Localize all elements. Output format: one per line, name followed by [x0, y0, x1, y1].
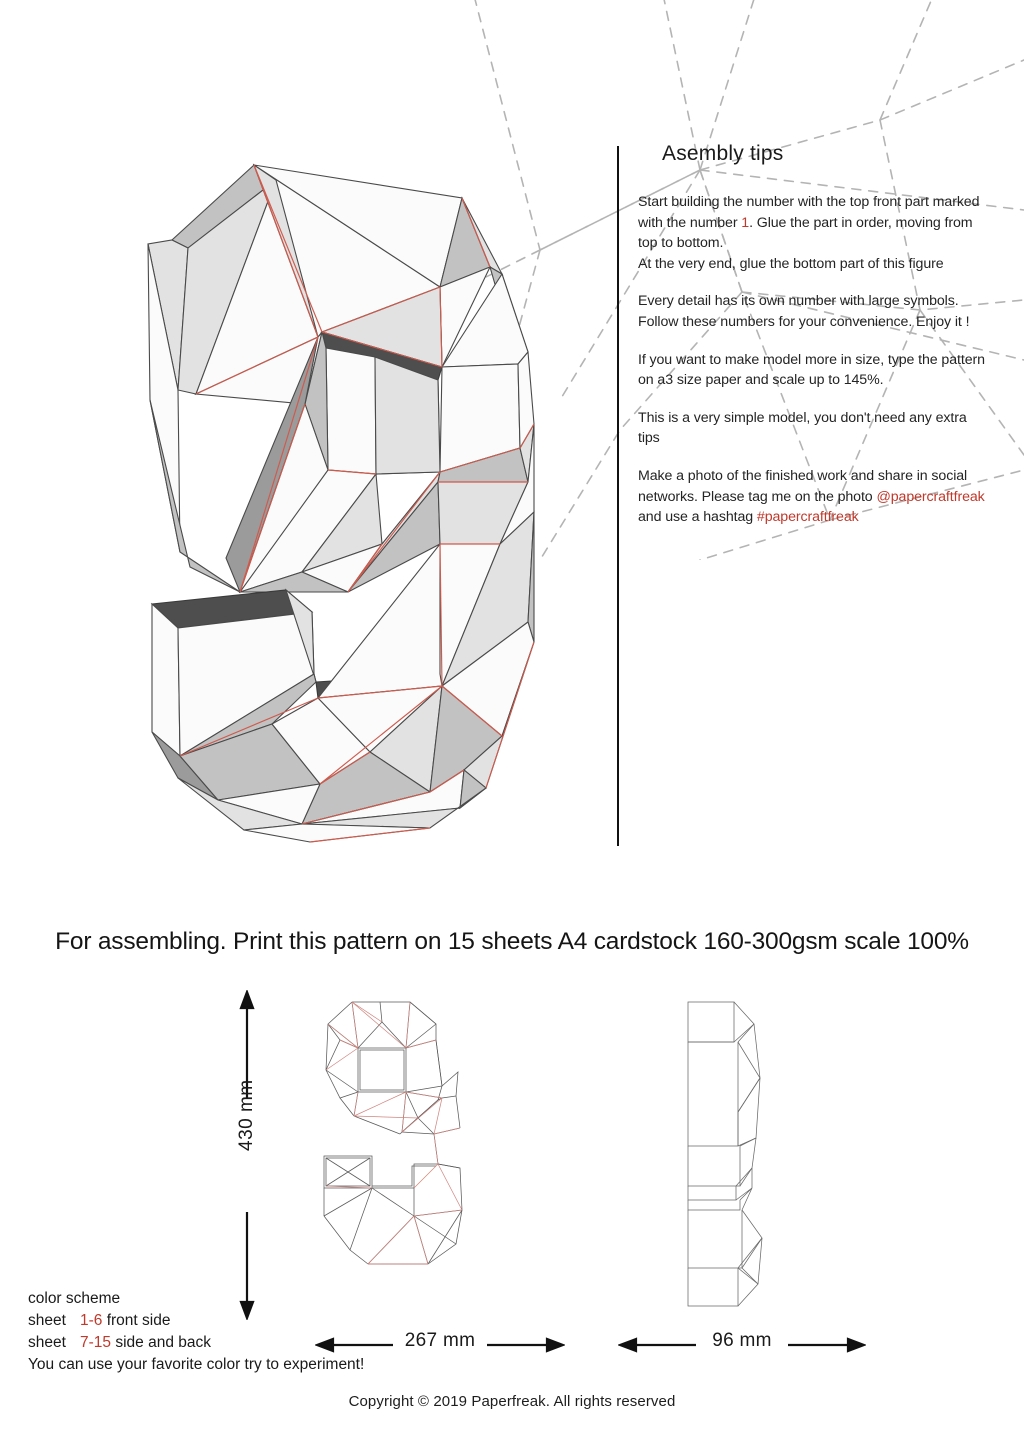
dimension-arrow-height	[212, 990, 282, 1320]
assembly-tip-paragraph-social	[638, 466, 986, 528]
assembly-tip-paragraph-scaling	[638, 350, 986, 391]
color-scheme-row	[28, 1332, 398, 1354]
assembly-tip-text: and use a hashtag	[638, 509, 757, 526]
assembly-tip-text: . Glue the part in order, moving from top to bottom.	[638, 214, 973, 252]
assembly-tip-accent-text: 1	[741, 214, 750, 231]
color-scheme-sheet-label: sheet	[28, 1334, 66, 1351]
color-scheme-sheet-desc: front side	[102, 1312, 171, 1329]
color-scheme-note: You can use your favorite color try to experiment!	[28, 1356, 365, 1373]
assembly-tip-paragraph-numbering	[638, 291, 986, 332]
assembly-tips-body	[638, 192, 986, 528]
assembly-tip-text: Every detail has its own number with large symbols. Follow these numbers for your convenience. Enjoy it !	[638, 293, 970, 330]
model-3d-preview-number-9	[130, 152, 550, 852]
assembling-headline: For assembling. Print this pattern on 15 sheets A4 cardstock 160-300gsm scale 100%	[55, 928, 969, 955]
dimension-label-front-width: 267 mm	[404, 1330, 476, 1351]
assembly-tip-text: If you want to make model more in size, type the pattern on a3 size paper and scale up to 145%.	[638, 351, 985, 389]
color-scheme-sheet-label: sheet	[28, 1312, 66, 1329]
color-scheme-sheet-range: 7-15	[80, 1334, 112, 1351]
color-scheme-rows	[28, 1310, 398, 1354]
copyright-notice: Copyright © 2019 Paperfreak. All rights reserved	[348, 1393, 676, 1410]
assembly-tips-title: Asembly tips	[662, 142, 784, 165]
tips-divider	[617, 146, 619, 846]
assembly-tip-accent-text: #papercraftfreak	[756, 509, 859, 526]
color-scheme-row	[28, 1310, 398, 1332]
dimension-label-side-width: 96 mm	[712, 1330, 772, 1351]
color-scheme-sheet-range: 1-6	[80, 1312, 103, 1329]
flat-pattern-front-net	[310, 988, 520, 1318]
color-scheme-legend	[28, 1288, 398, 1376]
assembly-tips-panel	[638, 142, 986, 528]
color-scheme-title: color scheme	[28, 1290, 121, 1307]
assembly-tip-text: Start building the number with the top front part marked with the number	[638, 194, 980, 231]
flat-pattern-side-strip	[668, 988, 808, 1318]
assembly-tip-paragraph-start-order	[638, 192, 986, 274]
assembly-tip-text: Make a photo of the finished work and share in social networks. Please tag me on the photo	[638, 467, 968, 505]
color-scheme-sheet-desc: side and back	[111, 1334, 211, 1351]
assembly-tip-paragraph-difficulty	[638, 408, 986, 449]
assembly-tip-text: At the very end, glue the bottom part of this figure	[638, 255, 944, 272]
assembly-tip-text: This is a very simple model, you don't need any extra tips	[638, 409, 967, 447]
assembly-tip-accent-text: @papercraftfreak	[876, 488, 985, 505]
dimension-label-height: 430 mm	[236, 1079, 257, 1151]
